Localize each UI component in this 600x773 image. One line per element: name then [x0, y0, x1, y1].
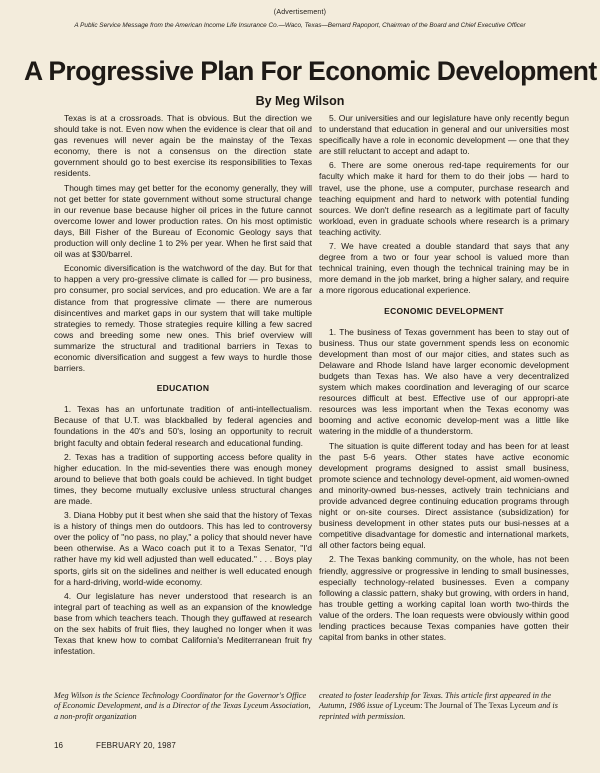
right-column: [319, 113, 569, 646]
article-title: A Progressive Plan For Economic Development: [24, 56, 597, 86]
bio-text: and is reprinted with permission.: [319, 701, 558, 721]
article-byline: By Meg Wilson: [255, 94, 345, 108]
paragraph: The situation is quite different today and has been for at least the past 5-6 years. Other states have active economic development programs designed to assist small business, promote science and technology devel-opment, aid women-owned and minority-owned bus-nesses, actively train technicians and provide advanced degree continuing education programs through night or on-site courses. Direct assistance (subsidization) for business development in other states puts our busi-nesses at a competitive disadvantage for domestic and international markets, all other factors being equal.: [319, 440, 569, 551]
paragraph: Though times may get better for the economy generally, they will not get better for state government without some structural change in our revenue base because higher oil prices in the future cannot overcome lower and lower production rates. On his most optimistic days, Bill Fisher of the Bureau of Economic Geology says that production will only decline 1 to 2% per year. When he first said that oil was at $30/barrel.: [54, 182, 312, 260]
page-number: 16: [54, 741, 63, 750]
left-column: [54, 113, 312, 660]
section-heading-education: EDUCATION: [156, 383, 210, 394]
paragraph: 4. Our legislature has never understood that research is an integral part of teaching as well as an expansion of the knowledge base from which teachers teach. Though they guffawed at research on the sex habits of fruit flies, they laughed no longer when it was Texas that knew how to combat California's Mediterranean fruit fry infestation.: [54, 590, 312, 657]
paragraph: 7. We have created a double standard that says that any degree from a two or four year school is valued more than technical training, even though the technical training may be in more demand in the job market, bring a higher salary, and require a more rigorous educational experience.: [319, 241, 569, 296]
paragraph: 6. There are some onerous red-tape requirements for our faculty which make it hard for them to do their jobs — hard to travel, use the phone, use a computer, purchase research and teaching equipment and hard to network with potential funding sources. We don't define research as a legitimate part of faculty workload, even in graduate schools where research is a primary teaching activity.: [319, 160, 569, 237]
paragraph: Texas is at a crossroads. That is obvious. But the direction we should take is not. Even now when the evidence is clear that oil and gas revenues will never again be the mainstay of the Texas economy, there is not a consensus on the direction state government should go to best exercise its responsibilities to Texas residents.: [54, 113, 312, 179]
paragraph: 5. Our universities and our legislature have only recently begun to understand that education in general and our universities most specifically have a role in economic development — one that they are still reluctant to accept and adapt to.: [319, 113, 569, 157]
paragraph: 2. Texas has a tradition of supporting access before quality in higher education. In the mid-seventies there was enough money around to believe that both goals could be achieved. In tight budget times, they become mutually exclusive unless structural changes are made.: [54, 451, 312, 506]
public-service-message: A Public Service Message from the American Income Life Insurance Co.—Waco, Texas—Bernard Rapoport, Chairman of the Board and Chief Executive Officer: [74, 22, 526, 29]
advertisement-label: (Advertisement): [273, 9, 327, 16]
journal-name: Lyceum: The Journal of The Texas Lyceum: [393, 701, 537, 711]
paragraph: Economic diversification is the watchword of the day. But for that to happen a very pro-gressive climate is called for — pro business, pro consumer, pro social services, and pro education. We are a far distance from that progressive climate — there are numerous disincentives and market gaps in our system that will take multiple strategies to remedy. Those strategies require killing a few sacred cows and breeding some new ones. This brief overview will summarize the structural and traditional barriers in Texas to economic diversification and suggest a few ways to hurdle those barriers.: [54, 263, 312, 374]
section-heading-economic-development: ECONOMIC DEVELOPMENT: [384, 305, 504, 316]
author-bio-right: [319, 691, 569, 722]
paragraph: 1. Texas has an unfortunate tradition of anti-intellectualism. Because of that U.T. was blackballed by federal agencies and foundations in the 40's and 50's, losing an opportunity to recruit bright faculty and obtain federal research and educational funding.: [54, 404, 312, 448]
author-bio-left: Meg Wilson is the Science Technology Coordinator for the Governor's Office of Economic Development, and is a Director of the Texas Lyceum Association, a non-profit organization: [54, 691, 311, 721]
issue-date: FEBRUARY 20, 1987: [96, 741, 177, 750]
paragraph: 3. Diana Hobby put it best when she said that the history of Texas is a history of things men do outdoors. This has led to controversy over the policy of "no pass, no play," a policy that should never have been otherwise. As a Waco coach put it to a Texas Senator, "I'd rather have my kid well adjusted than well educated." . . . Boys play sports, girls sit on the sidelines and neither is well educated enough for a hard-driving, world-wide economy.: [54, 510, 312, 587]
paragraph: 1. The business of Texas government has been to stay out of business. Thus our state government spends less on economic development than most of our major cities, and states such as Delaware and Rhode Island have larger economic development budgets than Texas has. We also have a very decentralized system which makes coordination and leveraging of our scarce resources difficult at best. Effective use of our appropri-ate resources was less important when the Texas economy was booming and active economic develop-ment was a little like watering in the middle of a thunderstorm.: [319, 326, 569, 437]
paragraph: 2. The Texas banking community, on the whole, has not been friendly, aggressive or progressive in lending to small businesses, especially technology-related businesses. Even a company following a classic pattern, shaky but growing, with orders in hand, has trouble getting a working capital loan worth two-thirds the value of the orders. The loan requests were obviously within good lending practices because Texas companies have gotten their capital from banks in other states.: [319, 554, 569, 643]
bio-text: created to foster leadership for Texas. This article first appeared in the Autumn, 1986 issue of: [319, 691, 551, 711]
